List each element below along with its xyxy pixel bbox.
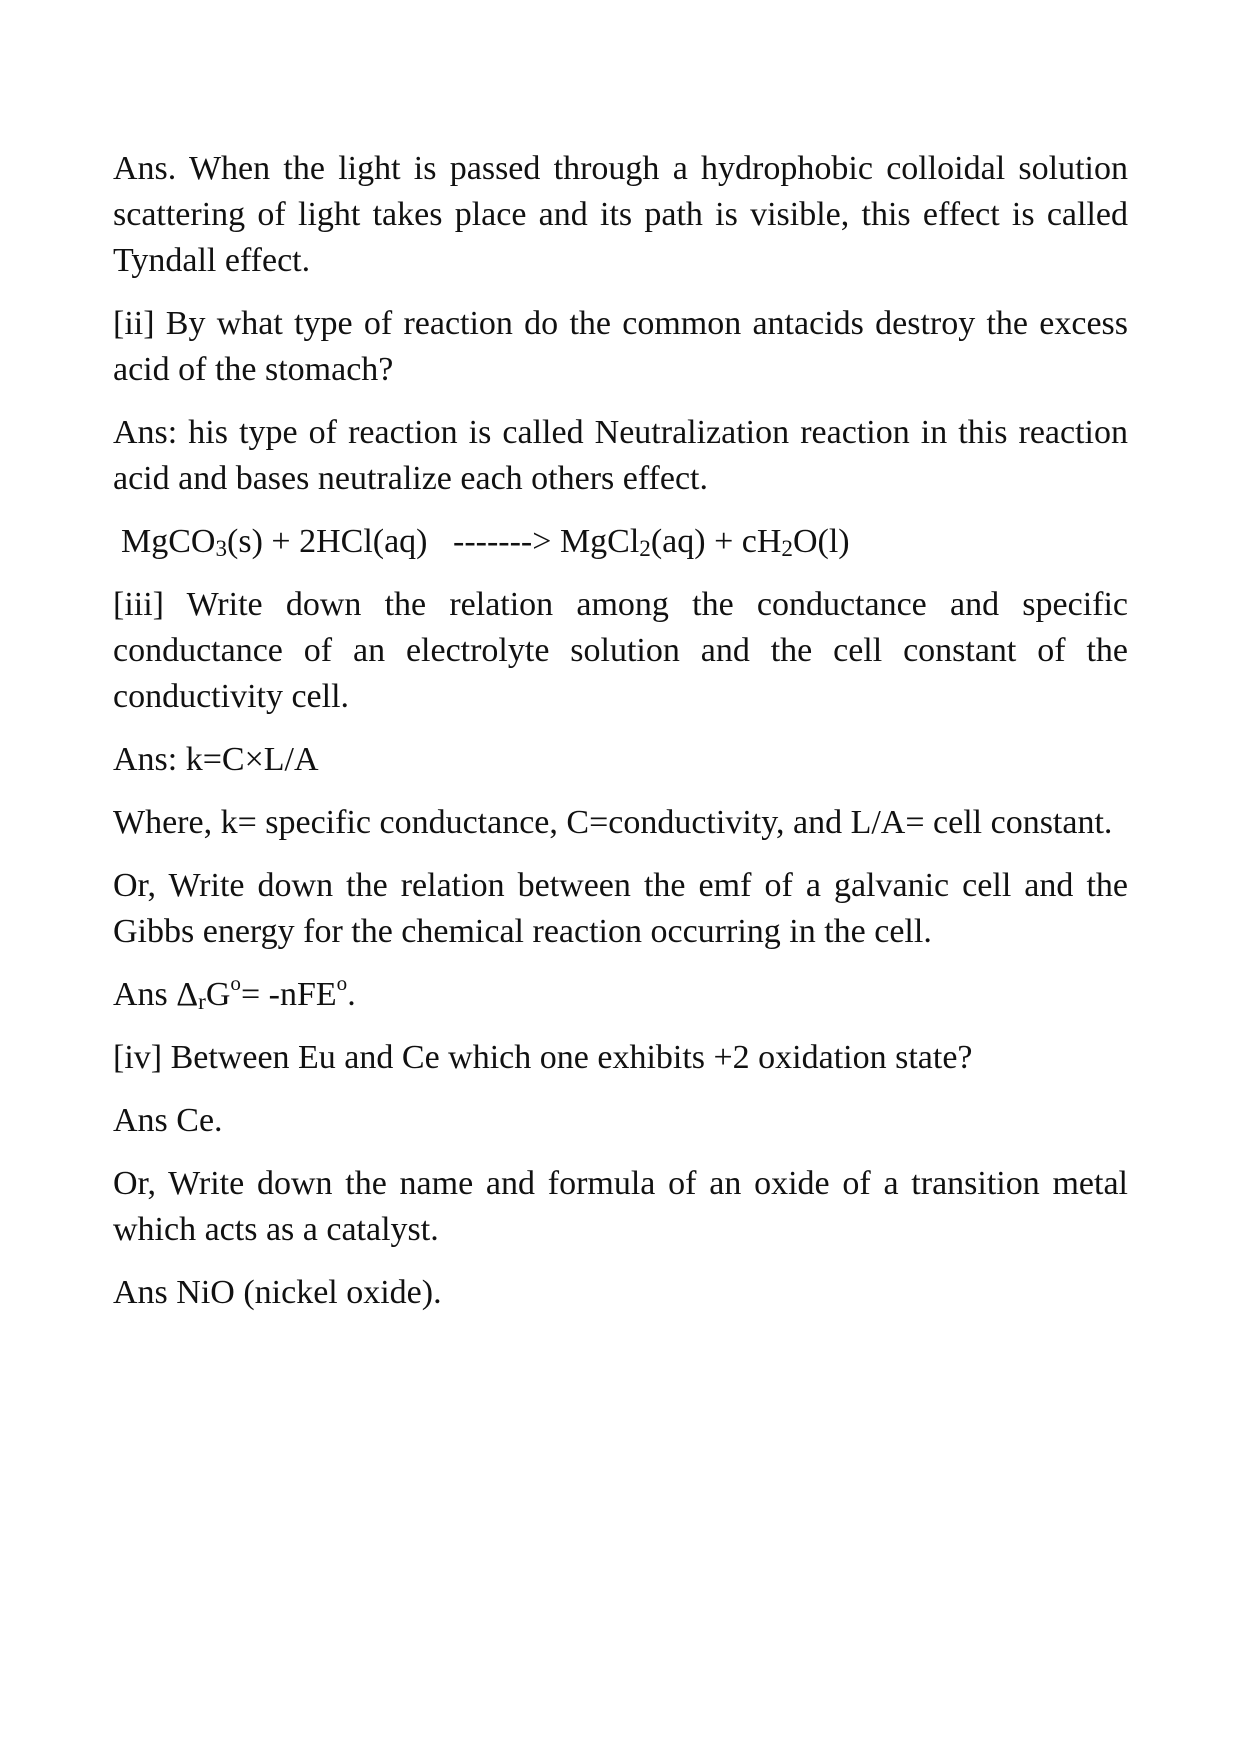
or-question-iii: Or, Write down the relation between the emf of a galvanic cell and the Gibbs energy for the chemical reaction occurring in the cell. xyxy=(113,867,1128,950)
tyndall-effect-answer: Ans. When the light is passed through a hydrophobic colloidal solution scattering of light takes place and its path is visible, this effect is called Tyndall effect. xyxy=(113,150,1128,279)
equation-subscript-3: 3 xyxy=(215,536,228,563)
answer-iv: Ans Ce. xyxy=(113,1102,223,1139)
document-body xyxy=(113,146,1128,1333)
equation-mgcl2: MgCl xyxy=(559,523,640,560)
or-question-iv: Or, Write down the name and formula of an oxide of a transition metal which acts as a catalyst. xyxy=(113,1165,1128,1248)
equation-water: O(l) xyxy=(792,523,850,560)
answer-or-iv: Ans NiO (nickel oxide). xyxy=(113,1274,442,1311)
question-iv: [iv] Between Eu and Ce which one exhibits +2 oxidation state? xyxy=(113,1039,973,1076)
answer-or-iii-prefix: Ans Δ xyxy=(113,976,199,1013)
answer-ii: Ans: his type of reaction is called Neutralization reaction in this reaction acid and bases neutralize each others effect. xyxy=(113,414,1128,497)
equation-products: (aq) + cH xyxy=(650,523,782,560)
equation-mgco3: MgCO xyxy=(121,523,216,560)
answer-iii: Ans: k=C×L/A xyxy=(113,741,319,778)
answer-or-iii xyxy=(113,972,1128,1018)
equation-subscript-h2: 2 xyxy=(781,536,793,563)
neutralization-equation xyxy=(113,519,1128,565)
answer-or-iii-superscript-o2: o xyxy=(336,970,348,995)
equation-reactants-arrow: (s) + 2HCl(aq) -------> xyxy=(227,523,560,560)
answer-or-iii-middle: = -nFE xyxy=(240,976,337,1013)
answer-or-iii-subscript-r: r xyxy=(198,989,206,1016)
answer-iii-definitions: Where, k= specific conductance, C=conductivity, and L/A= cell constant. xyxy=(113,804,1113,841)
answer-or-iii-superscript-o1: o xyxy=(230,970,241,995)
equation-subscript-2: 2 xyxy=(639,536,651,563)
answer-or-iii-end: . xyxy=(347,976,356,1013)
question-iii: [iii] Write down the relation among the conductance and specific conductance of an electrolyte solution and the cell constant of the conductivity cell. xyxy=(113,586,1128,715)
answer-or-iii-g: G xyxy=(205,976,231,1013)
question-ii: [ii] By what type of reaction do the common antacids destroy the excess acid of the stomach? xyxy=(113,305,1128,388)
